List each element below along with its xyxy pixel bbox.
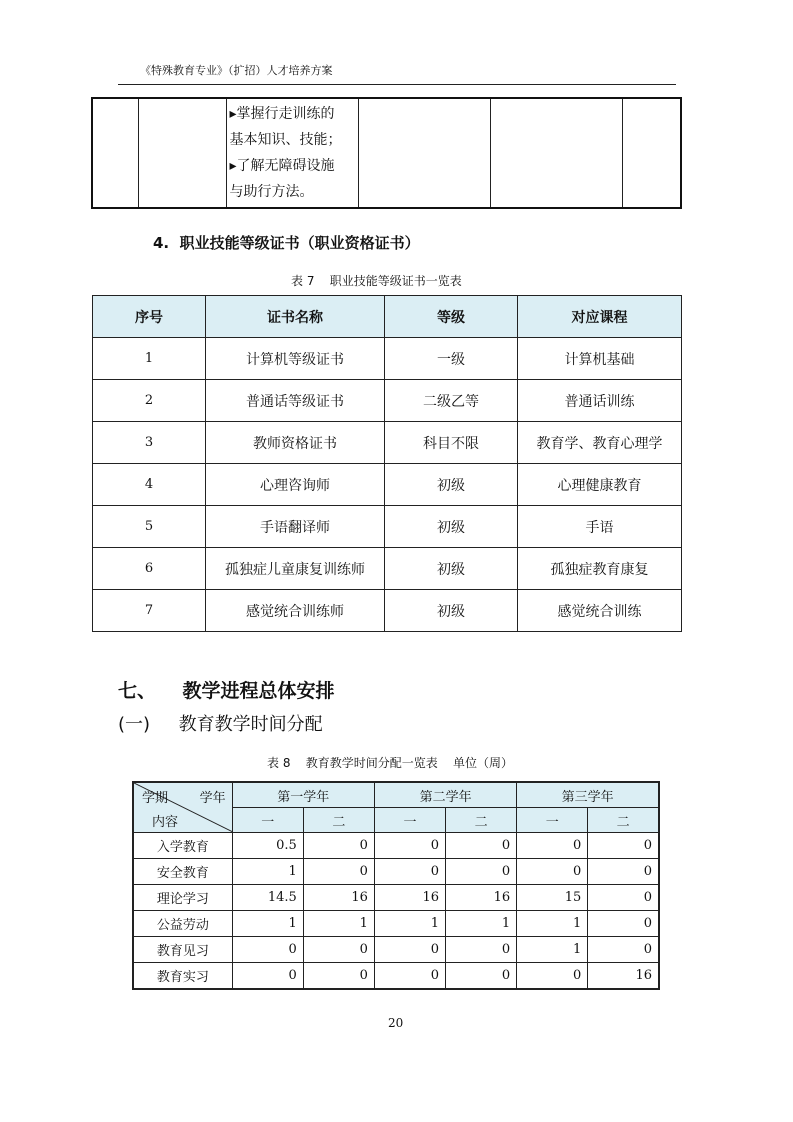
corner-label-content: 内容 xyxy=(152,815,179,830)
table-cell: 2 xyxy=(93,380,206,422)
table-cell: 科目不限 xyxy=(385,422,518,464)
table-cell: 0 xyxy=(588,859,659,885)
table-cell: 初级 xyxy=(385,506,518,548)
table-cell: 15 xyxy=(517,885,588,911)
column-header: 二 xyxy=(446,808,517,833)
column-header: 第一学年 xyxy=(232,782,374,808)
table-cell: 0 xyxy=(446,859,517,885)
table-row xyxy=(133,859,659,885)
column-header: 一 xyxy=(374,808,445,833)
table-cell: 一级 xyxy=(385,338,518,380)
table-cell: 二级乙等 xyxy=(385,380,518,422)
table-cell: 手语翻译师 xyxy=(206,506,385,548)
table-cell: 初级 xyxy=(385,590,518,632)
table-cell: 14.5 xyxy=(232,885,303,911)
header-divider xyxy=(118,84,676,85)
column-header: 等级 xyxy=(385,296,518,338)
column-header: 一 xyxy=(232,808,303,833)
corner-label-term: 学期 xyxy=(142,791,169,806)
table-cell: 16 xyxy=(374,885,445,911)
table-cell: 7 xyxy=(93,590,206,632)
column-header: 一 xyxy=(517,808,588,833)
table-cell: 1 xyxy=(517,911,588,937)
table-cell: 0 xyxy=(374,937,445,963)
table-cell: 0 xyxy=(446,937,517,963)
table-cell: 计算机基础 xyxy=(518,338,682,380)
page-header: 《特殊教育专业》（扩招）人才培养方案 xyxy=(140,64,333,77)
table-cell: 1 xyxy=(303,911,374,937)
table-cell xyxy=(490,98,622,208)
table-row xyxy=(93,590,682,632)
table-cell: 孤独症儿童康复训练师 xyxy=(206,548,385,590)
table-cell: 0.5 xyxy=(232,833,303,859)
table-cell: 0 xyxy=(303,859,374,885)
table-cell: 0 xyxy=(232,963,303,990)
corner-header xyxy=(133,782,232,833)
corner-label-year: 学年 xyxy=(199,791,226,806)
column-header: 第二学年 xyxy=(374,782,516,808)
table-cell: 0 xyxy=(517,963,588,990)
table-caption: 表 7 职业技能等级证书一览表 xyxy=(291,274,462,288)
certificate-table xyxy=(92,295,682,632)
time-allocation-table xyxy=(132,781,660,990)
table-row xyxy=(133,885,659,911)
continuation-table xyxy=(91,97,682,209)
table-cell: 16 xyxy=(588,963,659,990)
row-label: 公益劳动 xyxy=(133,911,232,937)
table-caption: 表 8 教育教学时间分配一览表 单位（周） xyxy=(267,756,513,770)
row-label: 教育见习 xyxy=(133,937,232,963)
table-cell: 0 xyxy=(303,833,374,859)
table-cell: 教育学、教育心理学 xyxy=(518,422,682,464)
column-header: 二 xyxy=(588,808,659,833)
table-cell: 16 xyxy=(446,885,517,911)
table-cell: 感觉统合训练 xyxy=(518,590,682,632)
table-row xyxy=(133,911,659,937)
table-row xyxy=(133,963,659,990)
table-row xyxy=(93,338,682,380)
chapter-heading: 七、 教学进程总体安排 xyxy=(118,680,335,702)
table-cell: 1 xyxy=(374,911,445,937)
text-line: ▸了解无障碍设施 xyxy=(229,158,335,174)
table-row xyxy=(93,548,682,590)
table-cell: 0 xyxy=(446,963,517,990)
table-cell: 0 xyxy=(446,833,517,859)
table-cell: 手语 xyxy=(518,506,682,548)
column-header: 第三学年 xyxy=(517,782,659,808)
table-cell xyxy=(226,98,358,208)
table-row xyxy=(93,464,682,506)
table-cell: 孤独症教育康复 xyxy=(518,548,682,590)
table-cell: 1 xyxy=(232,859,303,885)
column-header: 序号 xyxy=(93,296,206,338)
row-label: 安全教育 xyxy=(133,859,232,885)
text-line: ▸掌握行走训练的 xyxy=(229,106,335,122)
table-row xyxy=(93,506,682,548)
row-label: 入学教育 xyxy=(133,833,232,859)
table-cell: 4 xyxy=(93,464,206,506)
table-cell: 1 xyxy=(93,338,206,380)
table-cell: 心理健康教育 xyxy=(518,464,682,506)
table-cell: 普通话训练 xyxy=(518,380,682,422)
table-cell: 0 xyxy=(588,937,659,963)
table-cell: 计算机等级证书 xyxy=(206,338,385,380)
subsection-heading: (一) 教育教学时间分配 xyxy=(118,714,323,735)
table-cell xyxy=(622,98,681,208)
column-header: 二 xyxy=(303,808,374,833)
table-cell: 6 xyxy=(93,548,206,590)
table-cell: 5 xyxy=(93,506,206,548)
table-cell: 感觉统合训练师 xyxy=(206,590,385,632)
page-number: 20 xyxy=(388,1016,404,1030)
table-cell xyxy=(138,98,226,208)
table-cell: 0 xyxy=(303,963,374,990)
text-line: 与助行方法。 xyxy=(229,184,314,200)
table-cell: 0 xyxy=(374,859,445,885)
table-cell: 16 xyxy=(303,885,374,911)
table-cell: 1 xyxy=(232,911,303,937)
table-cell: 0 xyxy=(374,833,445,859)
table-cell: 0 xyxy=(517,859,588,885)
table-cell: 教师资格证书 xyxy=(206,422,385,464)
table-cell: 初级 xyxy=(385,548,518,590)
table-cell: 1 xyxy=(446,911,517,937)
section-heading: 4. 职业技能等级证书（职业资格证书） xyxy=(153,234,420,252)
table-cell: 3 xyxy=(93,422,206,464)
table-row xyxy=(93,422,682,464)
table-cell: 0 xyxy=(303,937,374,963)
row-label: 理论学习 xyxy=(133,885,232,911)
column-header: 证书名称 xyxy=(206,296,385,338)
table-cell: 普通话等级证书 xyxy=(206,380,385,422)
table-cell: 初级 xyxy=(385,464,518,506)
table-cell: 心理咨询师 xyxy=(206,464,385,506)
table-row xyxy=(133,833,659,859)
table-cell: 0 xyxy=(588,911,659,937)
table-cell: 0 xyxy=(232,937,303,963)
table-cell: 0 xyxy=(588,885,659,911)
column-header: 对应课程 xyxy=(518,296,682,338)
table-cell: 0 xyxy=(517,833,588,859)
table-cell: 1 xyxy=(517,937,588,963)
table-cell: 0 xyxy=(588,833,659,859)
table-row xyxy=(133,937,659,963)
table-cell xyxy=(92,98,138,208)
text-line: 基本知识、技能； xyxy=(229,132,342,148)
row-label: 教育实习 xyxy=(133,963,232,990)
table-cell xyxy=(358,98,490,208)
table-cell: 0 xyxy=(374,963,445,990)
table-row xyxy=(93,380,682,422)
